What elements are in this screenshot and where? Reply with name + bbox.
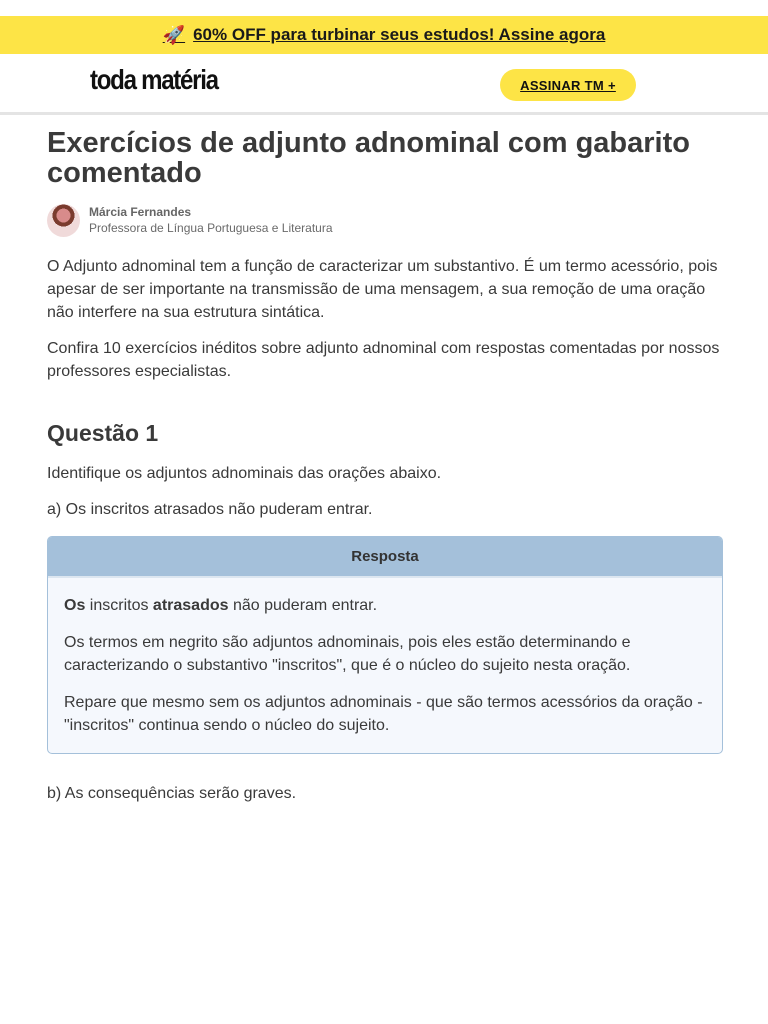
answer-bold-word-1: Os (64, 597, 86, 614)
answer-word-2: inscritos (85, 597, 153, 614)
question-1-prompt: Identifique os adjuntos adnominais das orações abaixo. (47, 465, 442, 482)
article (47, 128, 723, 805)
question-1-item-a: a) Os inscritos atrasados não puderam entrar. (47, 501, 373, 518)
answer-bold-word-3: atrasados (152, 597, 229, 614)
page-title: Exercícios de adjunto adnominal com gabarito comentado (47, 127, 690, 189)
author-block (47, 202, 723, 238)
promo-banner[interactable] (0, 16, 768, 54)
intro-paragraph-1: O Adjunto adnominal tem a função de caracterizar um substantivo. É um termo acessório, pois apesar de ser importante na transmissão de uma mensagem, a sua remoção de uma oração não interfere na sua estrutura sintática. (47, 258, 718, 321)
subscribe-button[interactable]: ASSINAR TM + (500, 69, 636, 101)
answer-explanation-1: Os termos em negrito são adjuntos adnominais, pois eles estão determinando e caracterizando o substantivo "inscritos", que é o núcleo do sujeito nesta oração. (64, 634, 631, 674)
answer-body (48, 578, 722, 753)
promo-text[interactable]: 60% OFF para turbinar seus estudos! Assine agora (193, 25, 606, 44)
rocket-icon: 🚀 (162, 24, 186, 45)
question-1-heading: Questão 1 (47, 420, 159, 446)
answer-word-4: não puderam entrar. (228, 597, 378, 614)
promo-link[interactable] (163, 25, 606, 46)
answer-sentence (64, 594, 706, 617)
answer-box (47, 536, 723, 754)
site-logo[interactable]: toda matéria (90, 64, 218, 95)
intro-paragraph-2: Confira 10 exercícios inéditos sobre adjunto adnominal com respostas comentadas por nossos professores especialistas. (47, 340, 720, 380)
answer-explanation-2: Repare que mesmo sem os adjuntos adnominais - que são termos acessórios da oração - "inscritos" continua sendo o núcleo do sujeito. (64, 694, 703, 734)
author-name[interactable]: Márcia Fernandes (89, 205, 192, 219)
site-header (0, 54, 768, 115)
question-1-item-b: b) As consequências serão graves. (47, 785, 297, 802)
answer-toggle[interactable]: Resposta (48, 537, 722, 578)
avatar (47, 204, 80, 237)
author-role: Professora de Língua Portuguesa e Literatura (89, 221, 333, 235)
